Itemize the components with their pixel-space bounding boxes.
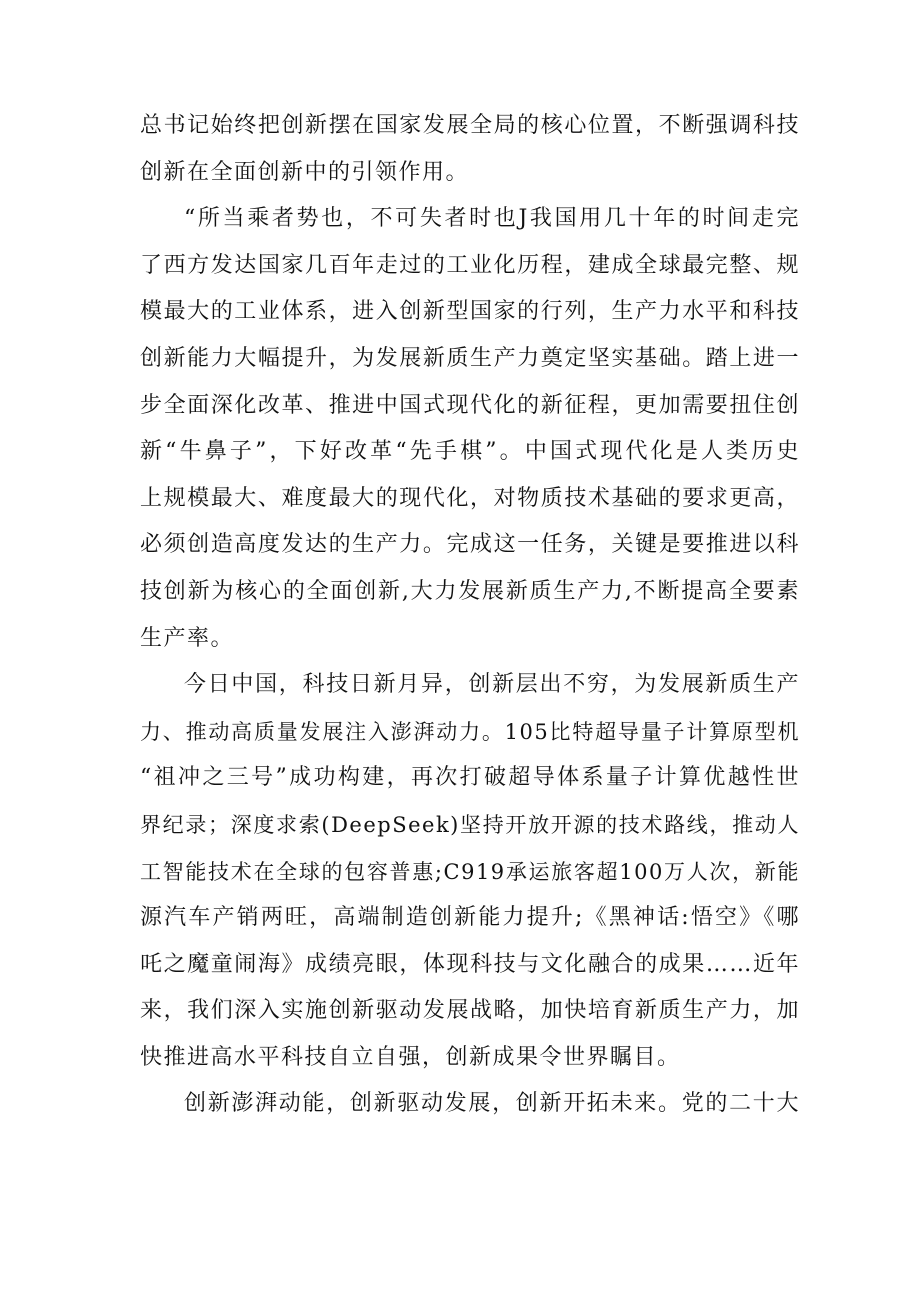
text-line: 总书记始终把创新摆在国家发展全局的核心位置，不断强调科技	[140, 113, 800, 138]
text-line: 今日中国，科技日新月异，创新层出不穷，为发展新质生产	[184, 672, 800, 698]
text-line: 模最大的工业体系，进入创新型国家的行列，生产力水平和科技	[140, 299, 800, 325]
text-line: 技创新为核心的全面创新,大力发展新质生产力,不断提高全要素	[140, 578, 800, 604]
text-line: 工智能技术在全球的包容普惠;C919承运旅客超100万人次，新能	[140, 859, 800, 884]
text-line: “祖冲之三号”成功构建，再次打破超导体系量子计算优越性世	[140, 765, 800, 791]
text-line: 创新澎湃动能，创新驱动发展，创新开拓未来。党的二十大	[184, 1091, 800, 1117]
text-line: 步全面深化改革、推进中国式现代化的新征程，更加需要扭住创	[140, 392, 800, 418]
text-line: 快推进高水平科技自立自强，创新成果令世界瞩目。	[140, 1044, 681, 1070]
text-line: 了西方发达国家几百年走过的工业化历程，建成全球最完整、规	[140, 252, 800, 278]
text-line: 生产率。	[140, 625, 235, 651]
text-line: 创新在全面创新中的引领作用。	[140, 159, 470, 185]
document-body	[140, 103, 800, 1128]
text-line: 创新能力大幅提升，为发展新质生产力奠定坚实基础。踏上进一	[140, 345, 800, 371]
text-line: 力、推动高质量发展注入澎湃动力。105比特超导量子计算原型机	[140, 719, 800, 744]
text-line: 吒之魔童闹海》成绩亮眼，体现科技与文化融合的成果……近年	[140, 951, 800, 977]
text-line: 界纪录；深度求索(DeepSeek)坚持开放开源的技术路线，推动人	[140, 812, 800, 837]
text-line: 上规模最大、难度最大的现代化，对物质技术基础的要求更高，	[140, 485, 800, 511]
text-line: 来，我们深入实施创新驱动发展战略，加快培育新质生产力，加	[140, 998, 800, 1024]
text-line: 必须创造高度发达的生产力。完成这一任务，关键是要推进以科	[140, 532, 800, 558]
text-line: 源汽车产销两旺，高端制造创新能力提升;《黑神话:悟空》《哪	[140, 905, 800, 931]
text-line: “所当乘者势也，不可失者时也J我国用几十年的时间走完	[184, 206, 800, 232]
text-line: 新“牛鼻子”，下好改革“先手棋”。中国式现代化是人类历史	[140, 439, 800, 465]
